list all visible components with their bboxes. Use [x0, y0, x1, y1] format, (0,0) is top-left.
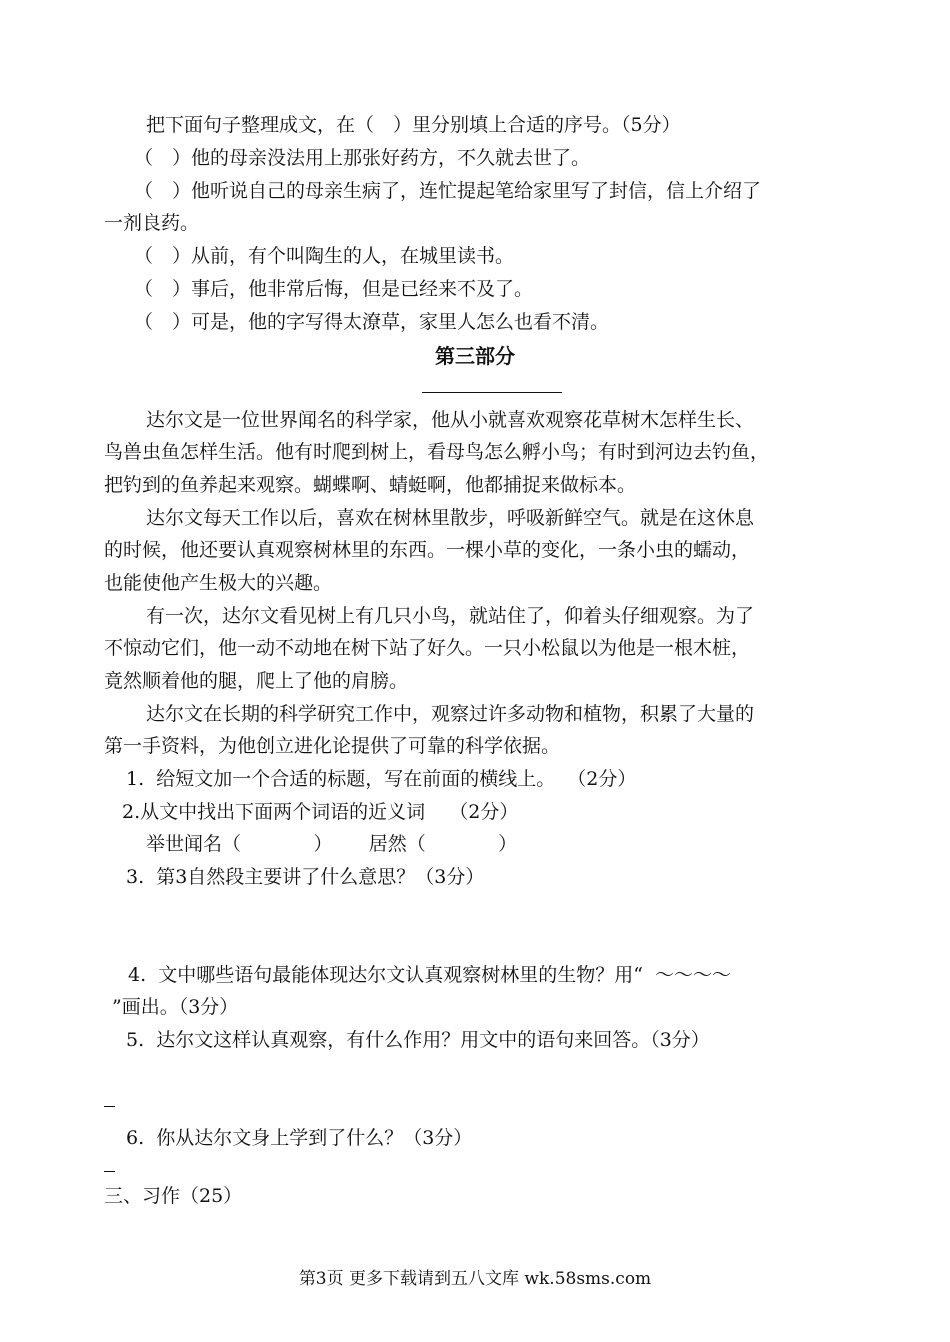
question-4-cont: ”画出。（3分）	[112, 996, 239, 1018]
title-blank-line	[422, 392, 562, 393]
answer-blank-dash	[104, 1171, 115, 1172]
ordering-item-3: （ ）从前，有个叫陶生的人，在城里读书。	[134, 245, 515, 267]
part-three-title: 第三部分	[435, 344, 515, 368]
passage-line-1: 达尔文是一位世界闻名的科学家，他从小就喜欢观察花草树木怎样生长、	[146, 409, 755, 431]
ordering-item-4: （ ）事后，他非常后悔，但是已经来不及了。	[134, 278, 534, 300]
page-footer: 第3页 更多下载请到五八文库 wk.58sms.com	[298, 1269, 652, 1289]
answer-blank-dash	[104, 1106, 115, 1107]
passage-line-5: 的时候，他还要认真观察树林里的东西。一棵小草的变化，一条小虫的蠕动，	[104, 539, 751, 561]
passage-line-2: 鸟兽虫鱼怎样生活。他有时爬到树上，看母鸟怎么孵小鸟；有时到河边去钓鱼，	[104, 441, 770, 463]
question-2: 2.从文中找出下面两个词语的近义词 （2分）	[122, 801, 519, 823]
ordering-instruction: 把下面句子整理成文，在（ ）里分别填上合适的序号。（5分）	[146, 114, 681, 136]
passage-line-7: 有一次，达尔文看见树上有几只小鸟，就站住了，仰着头仔细观察。为了	[146, 605, 755, 627]
ordering-item-5: （ ）可是，他的字写得太潦草，家里人怎么也看不清。	[134, 311, 610, 333]
ordering-item-2: （ ）他听说自己的母亲生病了，连忙提起笔给家里写了封信，信上介绍了	[134, 180, 762, 202]
composition-heading: 三、习作（25）	[104, 1185, 243, 1207]
question-3: 3. 第3自然段主要讲了什么意思？（3分）	[126, 866, 485, 888]
passage-line-4: 达尔文每天工作以后，喜欢在树林里散步，呼吸新鲜空气。就是在这休息	[146, 507, 755, 529]
passage-line-9: 竟然顺着他的腿，爬上了他的肩膀。	[104, 670, 409, 692]
question-1: 1. 给短文加一个合适的标题，写在前面的横线上。 （2分）	[126, 768, 637, 790]
ordering-item-2-cont: 一剂良药。	[104, 212, 200, 234]
passage-line-11: 第一手资料，为他创立进化论提供了可靠的科学依据。	[104, 735, 561, 757]
passage-line-3: 把钓到的鱼养起来观察。蝴蝶啊、蜻蜓啊，他都捕捉来做标本。	[104, 474, 637, 496]
question-5: 5. 达尔文这样认真观察，有什么作用？用文中的语句来回答。（3分）	[126, 1029, 710, 1051]
passage-line-8: 不惊动它们，他一动不动地在树下站了好久。一只小松鼠以为他是一根木桩，	[104, 637, 751, 659]
question-4: 4. 文中哪些语句最能体现达尔文认真观察树林里的生物？用“ ～～～～	[128, 964, 732, 986]
question-2-words: 举世闻名（ ） 居然（ ）	[146, 833, 518, 855]
question-6: 6. 你从达尔文身上学到了什么？（3分）	[126, 1127, 473, 1149]
passage-line-10: 达尔文在长期的科学研究工作中，观察过许多动物和植物，积累了大量的	[146, 703, 755, 725]
ordering-item-1: （ ）他的母亲没法用上那张好药方，不久就去世了。	[134, 147, 591, 169]
passage-line-6: 也能使他产生极大的兴趣。	[104, 572, 333, 594]
